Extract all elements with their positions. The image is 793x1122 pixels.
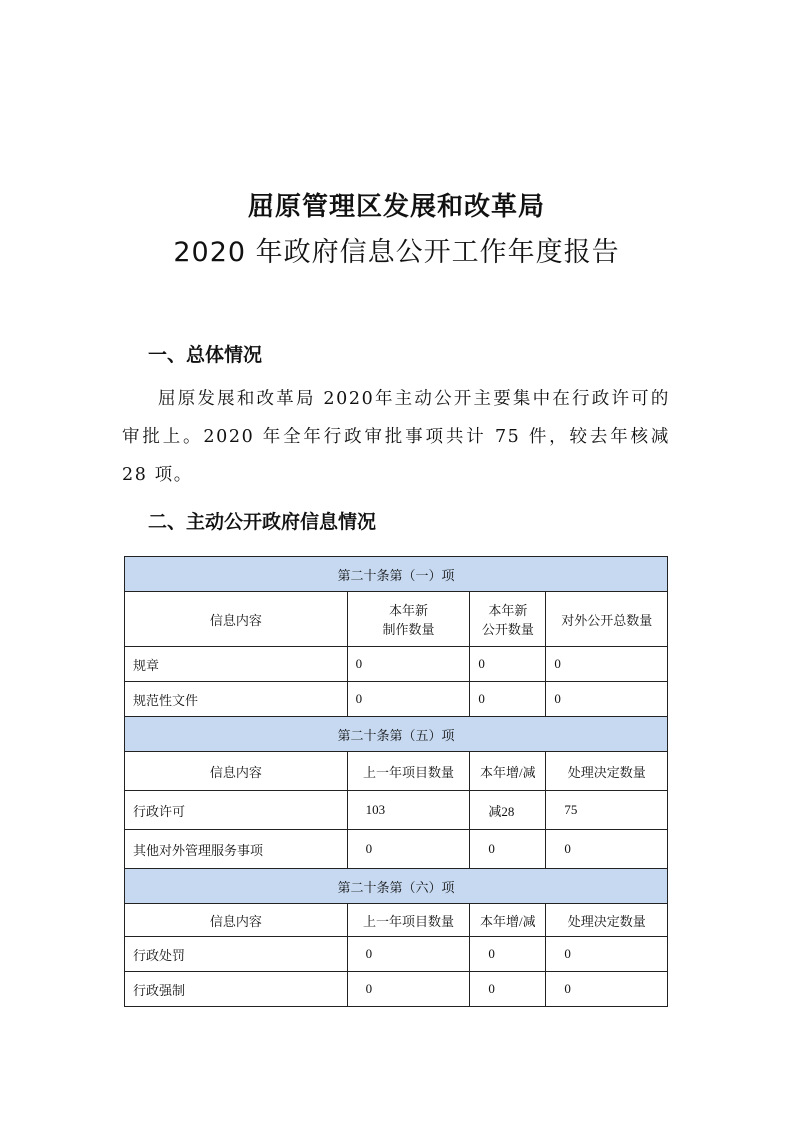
table-cell: 0 [546, 647, 668, 682]
table-cell: 75 [546, 791, 668, 830]
column-header [347, 592, 470, 647]
table-cell: 行政许可 [125, 791, 348, 830]
table-cell: 减28 [470, 791, 546, 830]
table-section-header [125, 717, 668, 752]
table-cell: 规范性文件 [125, 682, 348, 717]
table-row [125, 972, 668, 1007]
table-row [125, 791, 668, 830]
column-header: 信息内容 [125, 904, 348, 937]
document-title: 屈原管理区发展和改革局 [247, 192, 545, 222]
column-header: 信息内容 [125, 752, 348, 791]
table-header-row [125, 904, 668, 937]
column-header-line: 本年新 公开数量 [481, 603, 534, 637]
table-row [125, 682, 668, 717]
table-cell: 103 [347, 791, 470, 830]
table-cell: 0 [347, 830, 470, 869]
column-header: 上一年项目数量 [347, 752, 470, 791]
table-cell: 0 [470, 830, 546, 869]
column-header: 本年增/减 [470, 752, 546, 791]
table-cell: 0 [470, 682, 546, 717]
section-title: 第二十条第（六）项 [125, 869, 668, 904]
table-cell: 0 [470, 937, 546, 972]
column-header: 本年增/减 [470, 904, 546, 937]
column-header: 对外公开总数量 [546, 592, 668, 647]
disclosure-table [124, 556, 668, 1007]
section-heading-disclosure: 二、主动公开政府信息情况 [148, 511, 377, 533]
column-header-line: 本年新 制作数量 [382, 603, 435, 637]
column-header: 处理决定数量 [546, 752, 668, 791]
table-cell: 0 [347, 682, 470, 717]
column-header: 处理决定数量 [546, 904, 668, 937]
table-cell: 0 [347, 972, 470, 1007]
column-header: 信息内容 [125, 592, 348, 647]
table-row [125, 830, 668, 869]
table-cell: 行政强制 [125, 972, 348, 1007]
table-cell: 其他对外管理服务事项 [125, 830, 348, 869]
document-subtitle: 2020 年政府信息公开工作年度报告 [173, 237, 620, 268]
table-cell: 0 [347, 647, 470, 682]
table-row [125, 647, 668, 682]
table-section-header [125, 557, 668, 592]
table-cell: 行政处罚 [125, 937, 348, 972]
table-cell: 0 [347, 937, 470, 972]
section-title: 第二十条第（五）项 [125, 717, 668, 752]
table-cell: 0 [546, 937, 668, 972]
overview-paragraph: 屈原发展和改革局 2020年主动公开主要集中在行政许可的审批上。2020 年全年行政审批事项共计 75 件，较去年核减 28 项。 [122, 389, 670, 485]
table-section-header [125, 869, 668, 904]
table-header-row [125, 592, 668, 647]
section-heading-overview: 一、总体情况 [148, 344, 263, 366]
table-cell: 规章 [125, 647, 348, 682]
table-cell: 0 [546, 682, 668, 717]
table-row [125, 937, 668, 972]
table-cell: 0 [546, 830, 668, 869]
section-title: 第二十条第（一）项 [125, 557, 668, 592]
table-header-row [125, 752, 668, 791]
table-cell: 0 [470, 972, 546, 1007]
column-header [470, 592, 546, 647]
table-cell: 0 [546, 972, 668, 1007]
column-header: 上一年项目数量 [347, 904, 470, 937]
table-cell: 0 [470, 647, 546, 682]
